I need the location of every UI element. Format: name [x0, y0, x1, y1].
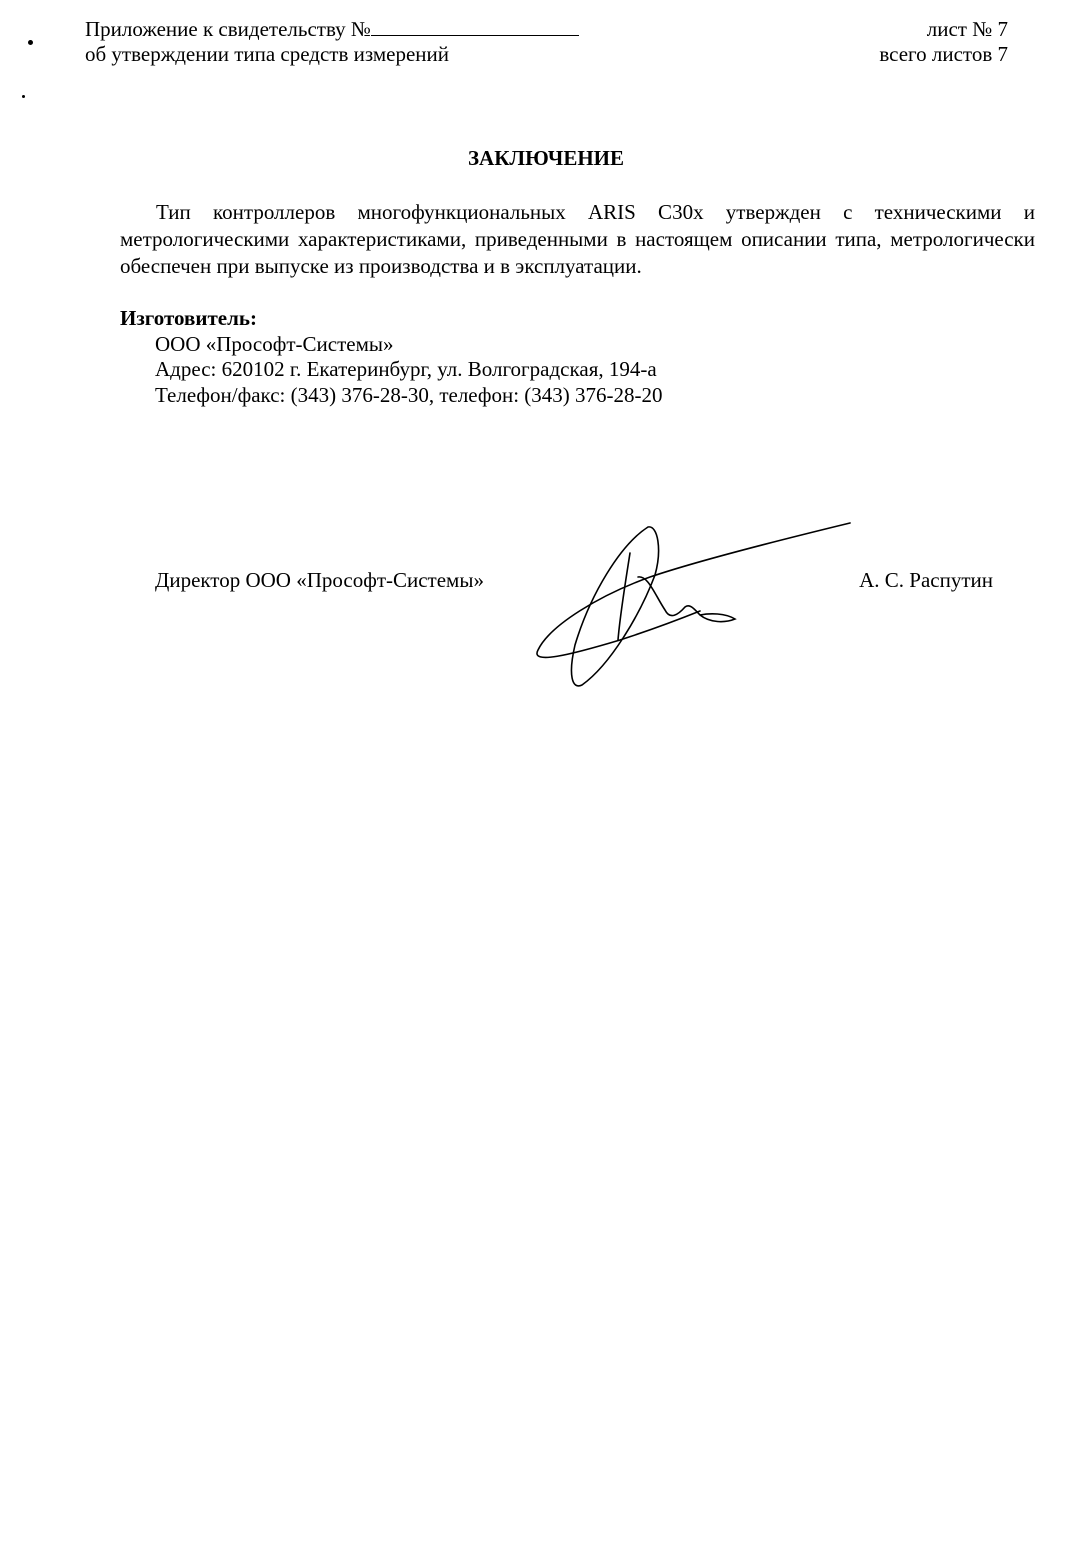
appendix-text: Приложение к свидетельству № [85, 17, 371, 41]
approval-line: об утверждении типа средств измерений [85, 42, 450, 66]
manufacturer-phone: Телефон/факс: (343) 376-28-30, телефон: (343) 376-28-20 [155, 383, 663, 407]
signatory-position: Директор ООО «Прософт-Системы» [155, 568, 484, 592]
document-title: ЗАКЛЮЧЕНИЕ [467, 146, 625, 170]
sheet-number: лист № 7 [926, 17, 1008, 41]
scan-mark [28, 40, 33, 45]
manufacturer-address: Адрес: 620102 г. Екатеринбург, ул. Волгоградская, 194-а [155, 357, 657, 381]
handwritten-signature [530, 515, 860, 695]
scan-mark [22, 95, 25, 98]
certificate-number-blank [371, 17, 579, 36]
conclusion-paragraph: Тип контроллеров многофункциональных ARIS C30x утвержден с техническими и метрологическими характеристиками, приведенными в настоящем описании типа, метрологически обеспечен при выпуске из производства и в эксплуатации. [120, 200, 1035, 278]
appendix-line [85, 17, 579, 42]
manufacturer-heading: Изготовитель: [120, 306, 257, 330]
total-sheets: всего листов 7 [879, 42, 1008, 66]
manufacturer-name: ООО «Прософт-Системы» [155, 332, 394, 356]
signatory-name: А. С. Распутин [859, 568, 993, 592]
